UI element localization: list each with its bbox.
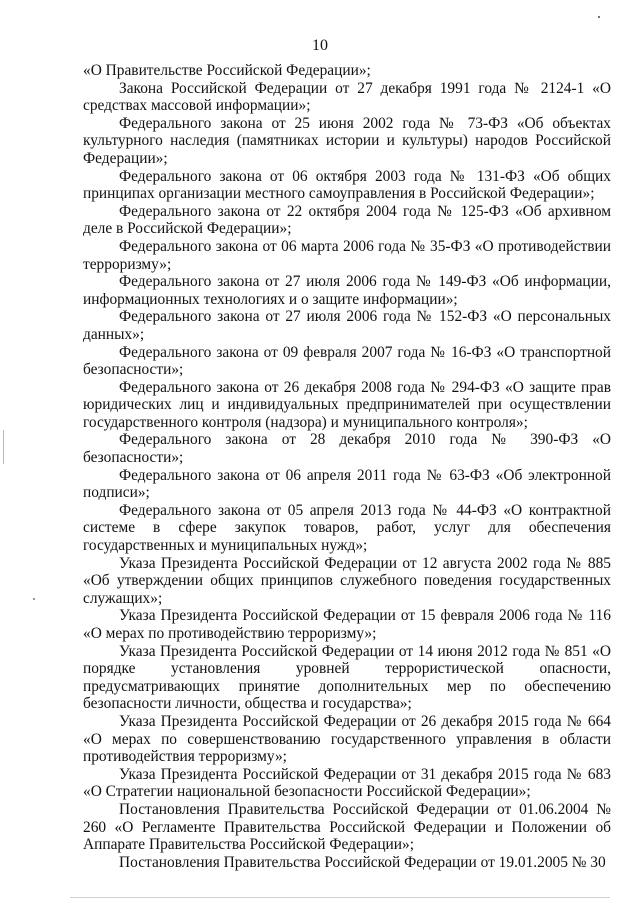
- document-body: [83, 62, 611, 871]
- paragraph-government-law-tail: «О Правительстве Российской Федерации»;: [83, 62, 371, 79]
- paragraph-law-transport-security: Федерального закона от 09 февраля 2007 года № 16-ФЗ «О транспортной безопасности»;: [83, 343, 611, 379]
- paragraph-law-security: Федерального закона от 28 декабря 2010 года № 390-ФЗ «О безопасности»;: [83, 431, 611, 467]
- paragraph-decree-governance-improvement: Указа Президента Российской Федерации от 26 декабря 2015 года № 664 «О мерах по совершенствованию государственного управления в области противодействия терроризму»;: [83, 712, 611, 766]
- paragraph-decree-counter-terrorism-measures: Указа Президента Российской Федерации от 15 февраля 2006 года № 116 «О мерах по противодействию терроризму»;: [83, 607, 611, 642]
- paragraph-law-counter-terrorism: Федерального закона от 06 марта 2006 года № 35-ФЗ «О противодействии терроризму»;: [83, 237, 611, 273]
- paragraph-law-electronic-signature: Федерального закона от 06 апреля 2011 года № 63-ФЗ «Об электронной подписи»;: [83, 466, 611, 502]
- paragraph-law-information: Федерального закона от 27 июля 2006 года № 149-ФЗ «Об информации, информационных технологиях и о защите информации»;: [83, 273, 611, 308]
- paragraph-law-state-control: Федерального закона от 26 декабря 2008 года № 294-ФЗ «О защите прав юридических лиц и индивидуальных предпринимателей при осуществлении государственного контроля (надзора) и муниципального контроля»;: [83, 378, 611, 431]
- paragraph-law-archives: Федерального закона от 22 октября 2004 года № 125-ФЗ «Об архивном деле в Российской Федерации»;: [83, 202, 611, 238]
- paragraph-decree-civil-servants: Указа Президента Российской Федерации от 12 августа 2002 года № 885 «Об утверждении общих принципов служебного поведения государственных служащих»;: [83, 554, 611, 607]
- paragraph-law-cultural-heritage: Федерального закона от 25 июня 2002 года № 73-ФЗ «Об объектах культурного наследия (памятниках истории и культуры) народов Российской Федерации»;: [83, 114, 611, 167]
- paragraph-decree-terror-threat-levels: Указа Президента Российской Федерации от 14 июня 2012 года № 851 «О порядке установления уровней террористической опасности, предусматривающих принятие дополнительных мер по обеспечению безопасности личности, общества и государства»;: [83, 642, 611, 713]
- page-number: 10: [312, 37, 328, 54]
- paragraph-decree-national-security-strategy: Указа Президента Российской Федерации от 31 декабря 2015 года № 683 «О Стратегии национальной безопасности Российской Федерации»;: [83, 765, 611, 801]
- scan-edge-mark: [3, 430, 4, 464]
- paragraph-law-contract-system: Федерального закона от 05 апреля 2013 года № 44-ФЗ «О контрактной системе в сфере закупок товаров, работ, услуг для обеспечения государственных и муниципальных нужд»;: [83, 501, 611, 555]
- paragraph-law-personal-data: Федерального закона от 27 июля 2006 года № 152-ФЗ «О персональных данных»;: [83, 308, 611, 343]
- paragraph-resolution-2005: Постановления Правительства Российской Федерации от 19.01.2005 № 30: [119, 853, 606, 871]
- scan-speck: [33, 598, 35, 600]
- scan-speck: [598, 16, 600, 18]
- page-bottom-divider: [70, 897, 610, 898]
- paragraph-law-local-self-government: Федерального закона от 06 октября 2003 года № 131-ФЗ «Об общих принципах организации местного самоуправления в Российской Федерации»;: [83, 167, 611, 203]
- paragraph-law-mass-media: Закона Российской Федерации от 27 декабря 1991 года № 2124-1 «О средствах массовой информации»;: [83, 79, 611, 115]
- paragraph-resolution-government-regulations: Постановления Правительства Российской Федерации от 01.06.2004 № 260 «О Регламенте Правительства Российской Федерации и Положении об Аппарате Правительства Российской Федерации»;: [83, 800, 611, 854]
